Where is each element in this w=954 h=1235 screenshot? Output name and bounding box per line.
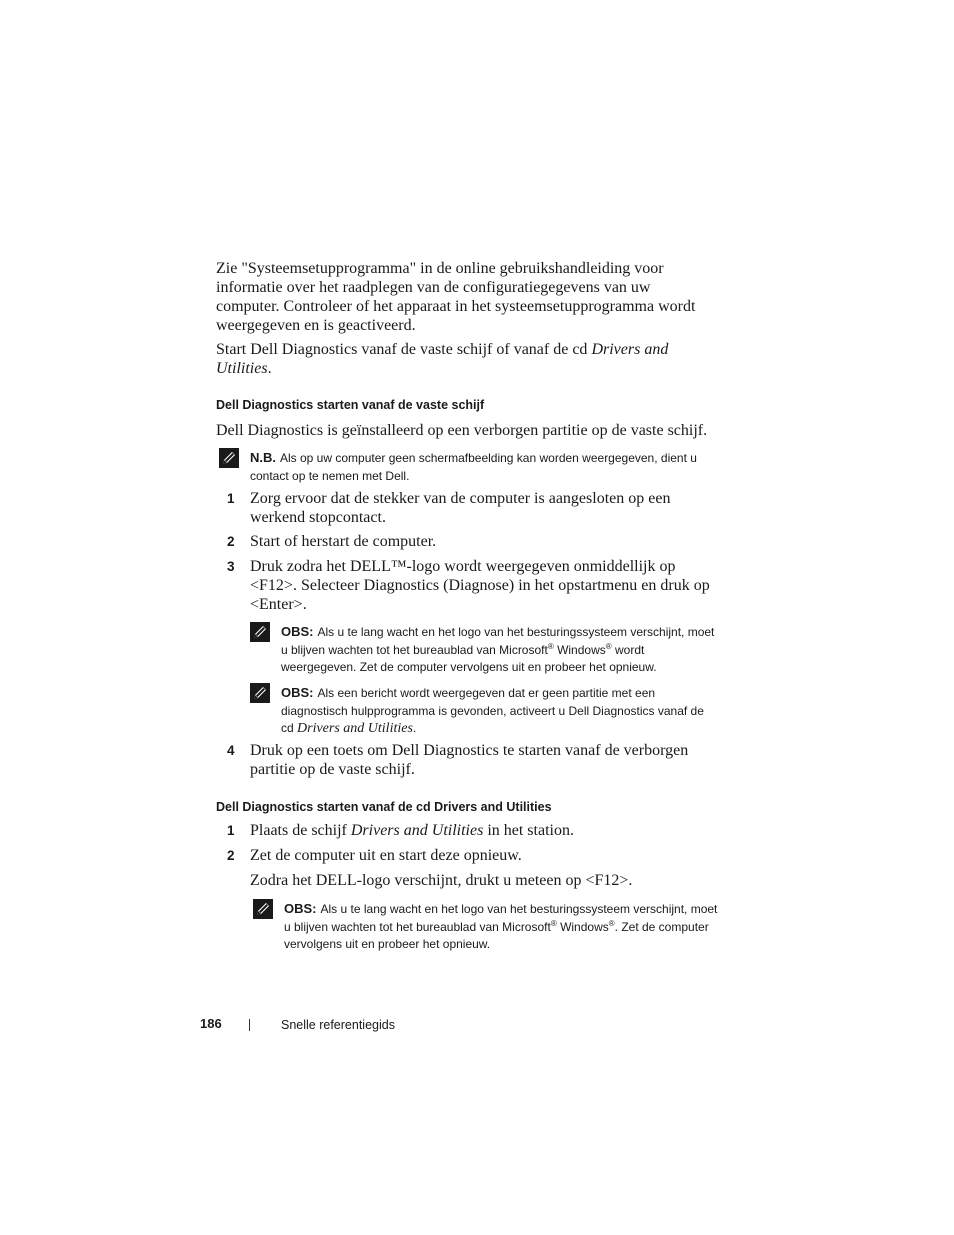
registered-mark: ®	[547, 641, 554, 651]
footer-title: Snelle referentiegids	[281, 1018, 395, 1032]
section-heading-cd: Dell Diagnostics starten vanaf de cd Drivers and Utilities	[216, 800, 552, 814]
step-italic: Drivers and Utilities	[350, 822, 484, 839]
step-number: 4	[227, 743, 235, 758]
pencil-note-icon	[219, 448, 239, 468]
step-number: 2	[227, 848, 235, 863]
step-number: 2	[227, 534, 235, 549]
registered-mark: ®	[605, 641, 612, 651]
note-icon-nb	[219, 448, 239, 473]
step-text-part: Plaats de schijf	[250, 822, 351, 839]
obs-label: OBS:	[281, 624, 314, 639]
follow-up-text: Zodra het DELL-logo verschijnt, drukt u meteen op <F12>.	[250, 872, 633, 889]
obs-text: Windows	[553, 642, 606, 657]
obs-italic: Drivers and Utilities	[297, 721, 413, 736]
section-heading-hard-drive: Dell Diagnostics starten vanaf de vaste schijf	[216, 398, 485, 412]
obs-note-1	[281, 623, 717, 677]
obs-icon	[250, 683, 270, 708]
obs-text: Als een bericht wordt weergegeven dat er geen partitie met een diagnostisch hulpprogramma is gevonden, activeert u Dell Diagnostics vanaf de cd	[281, 686, 704, 735]
obs-note-3	[284, 900, 718, 954]
step-number: 1	[227, 491, 235, 506]
registered-mark: ®	[608, 918, 615, 928]
obs-text: Als u te lang wacht en het logo van het besturingssysteem verschijnt, moet u blijven wachten tot het bureaublad van Microsoft	[281, 625, 715, 657]
obs-text: .	[412, 721, 417, 735]
note-text: Als op uw computer geen schermafbeelding kan worden weergegeven, dient u contact op te nemen met Dell.	[250, 451, 697, 483]
step-text	[250, 821, 716, 840]
intro-start-text: Start Dell Diagnostics vanaf de vaste schijf of vanaf de cd	[216, 341, 592, 358]
step-text: Druk op een toets om Dell Diagnostics te starten vanaf de verborgen partitie op de vaste schijf.	[250, 742, 689, 778]
step-number: 1	[227, 823, 235, 838]
intro-start-italic: Drivers and Utilities	[216, 341, 669, 377]
obs-icon	[250, 622, 270, 647]
obs-note-2	[281, 684, 717, 738]
obs-icon	[253, 899, 273, 924]
obs-label: OBS:	[281, 685, 314, 700]
obs-text: Windows	[556, 919, 609, 934]
pencil-note-icon	[250, 622, 270, 642]
step-number: 3	[227, 559, 235, 574]
step-text: Zorg ervoor dat de stekker van de computer is aangesloten op een werkend stopcontact.	[250, 490, 671, 526]
intro-start-end: .	[267, 360, 272, 377]
registered-mark: ®	[550, 918, 557, 928]
obs-text: Als u te lang wacht en het logo van het besturingssysteem verschijnt, moet u blijven wachten tot het bureaublad van Microsoft	[284, 902, 718, 934]
pencil-note-icon	[250, 683, 270, 703]
step-text: Zet de computer uit en start deze opnieuw.	[250, 847, 522, 864]
step-text: Druk zodra het DELL™-logo wordt weergegeven onmiddellijk op <F12>. Selecteer Diagnostics (Diagnose) in het opstartmenu en druk op <Enter>.	[250, 558, 710, 613]
step-text: Start of herstart de computer.	[250, 533, 437, 550]
section1-intro: Dell Diagnostics is geïnstalleerd op een verborgen partitie op de vaste schijf.	[216, 422, 708, 439]
obs-text: . Zet de computer vervolgens uit en probeer het opnieuw.	[284, 919, 709, 951]
pencil-note-icon	[253, 899, 273, 919]
obs-label: OBS:	[284, 901, 317, 916]
page-number: 186	[200, 1016, 222, 1031]
footer-separator	[249, 1019, 250, 1031]
intro-start-paragraph	[216, 340, 716, 378]
note-label: N.B.	[250, 450, 276, 465]
obs-text: wordt weergegeven. Zet de computer vervolgens uit en probeer het opnieuw.	[281, 642, 657, 674]
step-text-part: in het station.	[483, 822, 574, 839]
intro-paragraph: Zie "Systeemsetupprogramma" in de online gebruikshandleiding voor informatie over het raadplegen van de configuratiegegevens van uw computer. Controleer of het apparaat in het systeemsetupprogramma wordt weergegeven en is geactiveerd.	[216, 260, 696, 334]
note-nb	[250, 449, 716, 485]
